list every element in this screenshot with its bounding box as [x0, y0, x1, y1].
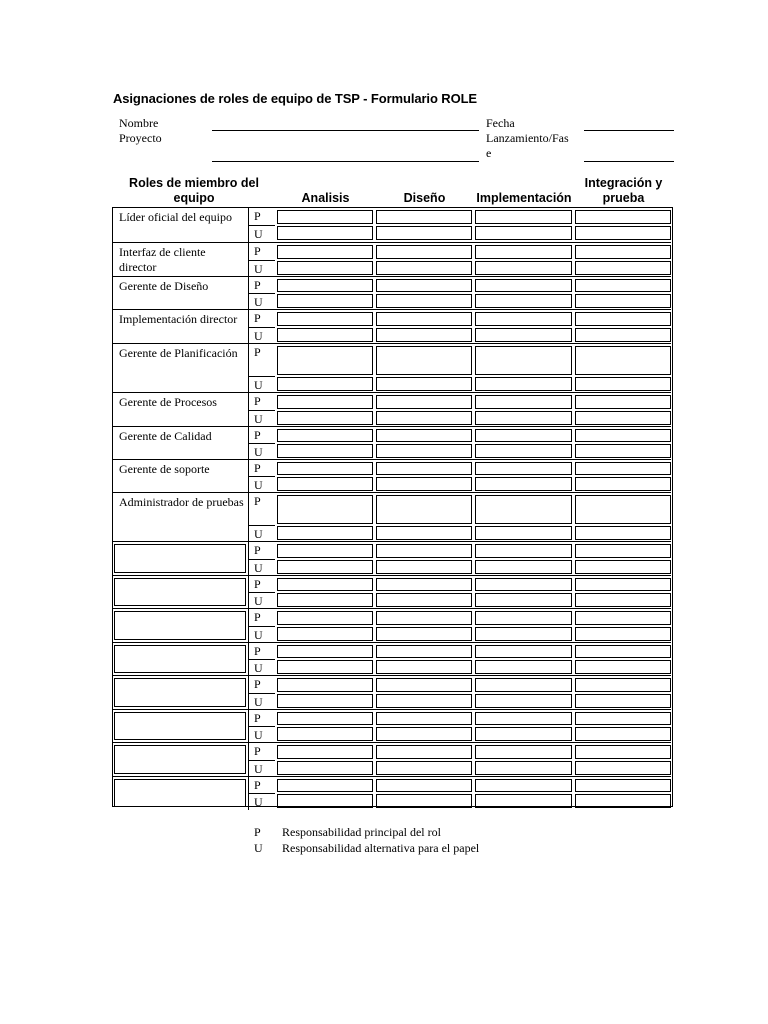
primary-assignment-cell[interactable]	[376, 279, 472, 292]
alternate-assignment-cell[interactable]	[575, 294, 671, 308]
alternate-assignment-cell[interactable]	[475, 727, 572, 741]
role-name: Gerente de Procesos	[119, 395, 217, 409]
primary-code: P	[254, 644, 261, 658]
alternate-code: U	[254, 295, 263, 309]
header-design: Diseño	[403, 191, 446, 205]
primary-assignment-cell[interactable]	[475, 611, 572, 625]
alternate-assignment-cell[interactable]	[575, 226, 671, 240]
code-divider	[248, 525, 275, 526]
primary-assignment-cell[interactable]	[475, 346, 572, 375]
primary-assignment-cell[interactable]	[277, 210, 373, 224]
primary-assignment-cell[interactable]	[475, 678, 572, 692]
role-row	[113, 642, 671, 675]
alternate-assignment-cell[interactable]	[475, 261, 572, 275]
alternate-assignment-cell[interactable]	[277, 560, 373, 574]
alternate-code: U	[254, 445, 263, 459]
alternate-assignment-cell[interactable]	[376, 660, 472, 674]
code-divider	[248, 592, 275, 593]
alternate-assignment-cell[interactable]	[376, 294, 472, 308]
primary-assignment-cell[interactable]	[575, 429, 671, 442]
alternate-assignment-cell[interactable]	[376, 694, 472, 708]
primary-code: P	[254, 543, 261, 557]
name-label: Nombre	[119, 116, 159, 130]
alternate-assignment-cell[interactable]	[277, 226, 373, 240]
primary-assignment-cell[interactable]	[475, 279, 572, 292]
primary-assignment-cell[interactable]	[575, 395, 671, 409]
primary-code: P	[254, 278, 261, 292]
date-field-line[interactable]	[584, 130, 674, 131]
alternate-assignment-cell[interactable]	[575, 694, 671, 708]
primary-assignment-cell[interactable]	[277, 578, 373, 591]
primary-assignment-cell[interactable]	[475, 495, 572, 524]
code-divider	[248, 726, 275, 727]
form-title: Asignaciones de roles de equipo de TSP - Formulario ROLE	[113, 91, 478, 106]
role-row	[113, 608, 671, 642]
alternate-assignment-cell[interactable]	[277, 727, 373, 741]
alternate-assignment-cell[interactable]	[475, 794, 572, 808]
primary-assignment-cell[interactable]	[575, 745, 671, 759]
primary-assignment-cell[interactable]	[376, 779, 472, 792]
alternate-assignment-cell[interactable]	[575, 560, 671, 574]
header-integration-line2: prueba	[602, 191, 645, 205]
alternate-assignment-cell[interactable]	[575, 411, 671, 425]
alternate-assignment-cell[interactable]	[376, 727, 472, 741]
header-roles	[112, 176, 276, 206]
alternate-assignment-cell[interactable]	[475, 294, 572, 308]
alternate-assignment-cell[interactable]	[376, 261, 472, 275]
role-name-input[interactable]	[114, 678, 246, 707]
primary-assignment-cell[interactable]	[376, 645, 472, 658]
alternate-assignment-cell[interactable]	[575, 627, 671, 641]
alternate-assignment-cell[interactable]	[575, 727, 671, 741]
primary-assignment-cell[interactable]	[475, 429, 572, 442]
primary-code: P	[254, 209, 261, 223]
primary-code: P	[254, 345, 261, 359]
primary-code: P	[254, 394, 261, 408]
primary-assignment-cell[interactable]	[575, 611, 671, 625]
role-name-input[interactable]	[114, 645, 246, 673]
alternate-code: U	[254, 329, 263, 343]
date-label: Fecha	[486, 116, 515, 130]
alternate-assignment-cell[interactable]	[376, 761, 472, 775]
primary-assignment-cell[interactable]	[277, 395, 373, 409]
primary-assignment-cell[interactable]	[277, 279, 373, 292]
primary-assignment-cell[interactable]	[575, 779, 671, 792]
name-field-line[interactable]	[212, 130, 479, 131]
alternate-assignment-cell[interactable]	[376, 377, 472, 391]
role-row	[113, 459, 671, 492]
role-assignment-table	[112, 207, 673, 807]
primary-assignment-cell[interactable]	[277, 544, 373, 558]
alternate-assignment-cell[interactable]	[277, 328, 373, 342]
primary-assignment-cell[interactable]	[376, 395, 472, 409]
primary-assignment-cell[interactable]	[277, 429, 373, 442]
primary-assignment-cell[interactable]	[475, 210, 572, 224]
legend-code-primary: P	[254, 825, 261, 839]
primary-assignment-cell[interactable]	[575, 245, 671, 259]
role-name: Gerente de Planificación	[119, 346, 238, 360]
role-name: Implementación director	[119, 312, 238, 326]
primary-code: P	[254, 461, 261, 475]
primary-assignment-cell[interactable]	[277, 779, 373, 792]
primary-assignment-cell[interactable]	[277, 745, 373, 759]
code-divider	[248, 260, 275, 261]
role-row	[113, 392, 671, 426]
primary-assignment-cell[interactable]	[475, 462, 572, 475]
primary-assignment-cell[interactable]	[575, 544, 671, 558]
code-divider	[248, 225, 275, 226]
alternate-assignment-cell[interactable]	[376, 627, 472, 641]
alternate-code: U	[254, 628, 263, 642]
role-name: Líder oficial del equipo	[119, 210, 232, 224]
primary-assignment-cell[interactable]	[575, 678, 671, 692]
role-row	[113, 675, 671, 709]
legend-text-primary: Responsabilidad principal del rol	[282, 825, 441, 839]
alternate-code: U	[254, 378, 263, 392]
primary-assignment-cell[interactable]	[575, 462, 671, 475]
code-divider	[248, 626, 275, 627]
primary-assignment-cell[interactable]	[475, 578, 572, 591]
primary-assignment-cell[interactable]	[376, 745, 472, 759]
column-divider	[248, 493, 249, 542]
primary-assignment-cell[interactable]	[475, 645, 572, 658]
role-name: Interfaz de cliente director	[119, 245, 206, 274]
role-row	[113, 208, 671, 242]
header-roles-line1: Roles de miembro del	[129, 176, 259, 190]
primary-assignment-cell[interactable]	[575, 346, 671, 375]
primary-assignment-cell[interactable]	[575, 279, 671, 292]
primary-assignment-cell[interactable]	[376, 611, 472, 625]
primary-assignment-cell[interactable]	[575, 578, 671, 591]
primary-code: P	[254, 610, 261, 624]
code-divider	[248, 793, 275, 794]
legend-code-alternate: U	[254, 841, 263, 855]
primary-assignment-cell[interactable]	[575, 712, 671, 725]
primary-assignment-cell[interactable]	[376, 462, 472, 475]
role-row	[113, 709, 671, 742]
primary-assignment-cell[interactable]	[277, 312, 373, 326]
alternate-assignment-cell[interactable]	[277, 477, 373, 491]
code-divider	[248, 659, 275, 660]
alternate-assignment-cell[interactable]	[575, 593, 671, 607]
primary-assignment-cell[interactable]	[475, 712, 572, 725]
role-row	[113, 242, 671, 276]
alternate-assignment-cell[interactable]	[376, 794, 472, 808]
code-divider	[248, 476, 275, 477]
primary-code: P	[254, 494, 261, 508]
primary-code: P	[254, 577, 261, 591]
primary-assignment-cell[interactable]	[376, 429, 472, 442]
alternate-assignment-cell[interactable]	[277, 627, 373, 641]
primary-code: P	[254, 677, 261, 691]
primary-assignment-cell[interactable]	[277, 495, 373, 524]
primary-assignment-cell[interactable]	[277, 346, 373, 375]
alternate-assignment-cell[interactable]	[376, 411, 472, 425]
alternate-assignment-cell[interactable]	[277, 377, 373, 391]
role-name-input[interactable]	[114, 712, 246, 740]
role-name: Gerente de Calidad	[119, 429, 212, 443]
alternate-assignment-cell[interactable]	[575, 761, 671, 775]
primary-assignment-cell[interactable]	[376, 346, 472, 375]
alternate-assignment-cell[interactable]	[575, 660, 671, 674]
code-divider	[248, 327, 275, 328]
code-divider	[248, 693, 275, 694]
launch-label-cont: e	[486, 146, 492, 160]
role-name: Gerente de soporte	[119, 462, 210, 476]
primary-assignment-cell[interactable]	[376, 312, 472, 326]
primary-assignment-cell[interactable]	[277, 678, 373, 692]
primary-code: P	[254, 244, 261, 258]
role-row	[113, 309, 671, 343]
alternate-assignment-cell[interactable]	[277, 444, 373, 458]
alternate-assignment-cell[interactable]	[475, 627, 572, 641]
primary-assignment-cell[interactable]	[376, 245, 472, 259]
alternate-code: U	[254, 695, 263, 709]
launch-label: Lanzamiento/Fas	[486, 131, 569, 145]
role-row	[113, 426, 671, 459]
alternate-assignment-cell[interactable]	[475, 411, 572, 425]
alternate-assignment-cell[interactable]	[277, 261, 373, 275]
primary-assignment-cell[interactable]	[475, 745, 572, 759]
header-integration-line1: Integración y	[584, 176, 663, 190]
project-field-line[interactable]	[212, 161, 479, 162]
alternate-assignment-cell[interactable]	[277, 593, 373, 607]
alternate-assignment-cell[interactable]	[475, 477, 572, 491]
column-divider	[248, 344, 249, 393]
alternate-assignment-cell[interactable]	[475, 444, 572, 458]
alternate-assignment-cell[interactable]	[376, 328, 472, 342]
alternate-assignment-cell[interactable]	[376, 526, 472, 540]
alternate-code: U	[254, 661, 263, 675]
primary-assignment-cell[interactable]	[376, 678, 472, 692]
alternate-assignment-cell[interactable]	[277, 411, 373, 425]
launch-field-line[interactable]	[584, 161, 674, 162]
alternate-assignment-cell[interactable]	[475, 526, 572, 540]
code-divider	[248, 410, 275, 411]
alternate-assignment-cell[interactable]	[376, 560, 472, 574]
primary-assignment-cell[interactable]	[277, 712, 373, 725]
primary-assignment-cell[interactable]	[376, 210, 472, 224]
primary-assignment-cell[interactable]	[277, 645, 373, 658]
primary-assignment-cell[interactable]	[277, 245, 373, 259]
role-row	[113, 575, 671, 608]
alternate-code: U	[254, 478, 263, 492]
header-implementation: Implementación	[476, 191, 572, 205]
primary-assignment-cell[interactable]	[277, 462, 373, 475]
alternate-assignment-cell[interactable]	[376, 444, 472, 458]
primary-code: P	[254, 711, 261, 725]
primary-assignment-cell[interactable]	[475, 312, 572, 326]
alternate-code: U	[254, 795, 263, 809]
role-row	[113, 492, 671, 541]
role-row	[113, 776, 671, 809]
alternate-assignment-cell[interactable]	[277, 294, 373, 308]
alternate-assignment-cell[interactable]	[575, 794, 671, 808]
alternate-assignment-cell[interactable]	[575, 261, 671, 275]
primary-assignment-cell[interactable]	[376, 712, 472, 725]
role-name: Administrador de pruebas	[119, 495, 244, 509]
alternate-assignment-cell[interactable]	[475, 377, 572, 391]
primary-assignment-cell[interactable]	[475, 779, 572, 792]
alternate-assignment-cell[interactable]	[376, 593, 472, 607]
alternate-code: U	[254, 227, 263, 241]
alternate-assignment-cell[interactable]	[277, 761, 373, 775]
legend-text-alternate: Responsabilidad alternativa para el papel	[282, 841, 480, 855]
alternate-assignment-cell[interactable]	[475, 694, 572, 708]
alternate-assignment-cell[interactable]	[475, 660, 572, 674]
alternate-assignment-cell[interactable]	[475, 761, 572, 775]
primary-assignment-cell[interactable]	[376, 495, 472, 524]
role-row	[113, 343, 671, 392]
primary-assignment-cell[interactable]	[475, 245, 572, 259]
header-roles-line2: equipo	[173, 191, 215, 205]
alternate-assignment-cell[interactable]	[277, 526, 373, 540]
alternate-assignment-cell[interactable]	[575, 444, 671, 458]
alternate-assignment-cell[interactable]	[277, 660, 373, 674]
primary-assignment-cell[interactable]	[376, 544, 472, 558]
alternate-assignment-cell[interactable]	[575, 377, 671, 391]
primary-code: P	[254, 428, 261, 442]
primary-code: P	[254, 311, 261, 325]
alternate-assignment-cell[interactable]	[277, 694, 373, 708]
primary-assignment-cell[interactable]	[575, 495, 671, 524]
alternate-assignment-cell[interactable]	[575, 328, 671, 342]
code-divider	[248, 293, 275, 294]
alternate-code: U	[254, 561, 263, 575]
alternate-assignment-cell[interactable]	[475, 226, 572, 240]
header-analysis: Analisis	[301, 191, 350, 205]
alternate-code: U	[254, 262, 263, 276]
role-name-input[interactable]	[114, 578, 246, 606]
code-divider	[248, 760, 275, 761]
primary-assignment-cell[interactable]	[575, 645, 671, 658]
alternate-assignment-cell[interactable]	[277, 794, 373, 808]
alternate-assignment-cell[interactable]	[376, 226, 472, 240]
header-integration	[574, 176, 673, 206]
primary-assignment-cell[interactable]	[475, 544, 572, 558]
alternate-code: U	[254, 728, 263, 742]
alternate-assignment-cell[interactable]	[475, 560, 572, 574]
alternate-assignment-cell[interactable]	[475, 328, 572, 342]
alternate-code: U	[254, 594, 263, 608]
role-name: Gerente de Diseño	[119, 279, 209, 293]
role-name-input[interactable]	[114, 611, 246, 640]
alternate-code: U	[254, 527, 263, 541]
alternate-assignment-cell[interactable]	[475, 593, 572, 607]
primary-code: P	[254, 744, 261, 758]
role-name-input[interactable]	[114, 745, 246, 774]
primary-assignment-cell[interactable]	[475, 395, 572, 409]
alternate-assignment-cell[interactable]	[376, 477, 472, 491]
role-name-input[interactable]	[114, 544, 246, 573]
alternate-assignment-cell[interactable]	[575, 477, 671, 491]
primary-assignment-cell[interactable]	[575, 312, 671, 326]
role-row	[113, 276, 671, 309]
role-row	[113, 742, 671, 776]
primary-code: P	[254, 778, 261, 792]
primary-assignment-cell[interactable]	[575, 210, 671, 224]
code-divider	[248, 443, 275, 444]
primary-assignment-cell[interactable]	[277, 611, 373, 625]
code-divider	[248, 376, 275, 377]
role-row	[113, 541, 671, 575]
role-name-input[interactable]	[114, 779, 246, 807]
project-label: Proyecto	[119, 131, 162, 145]
primary-assignment-cell[interactable]	[376, 578, 472, 591]
code-divider	[248, 559, 275, 560]
alternate-code: U	[254, 412, 263, 426]
alternate-code: U	[254, 762, 263, 776]
alternate-assignment-cell[interactable]	[575, 526, 671, 540]
